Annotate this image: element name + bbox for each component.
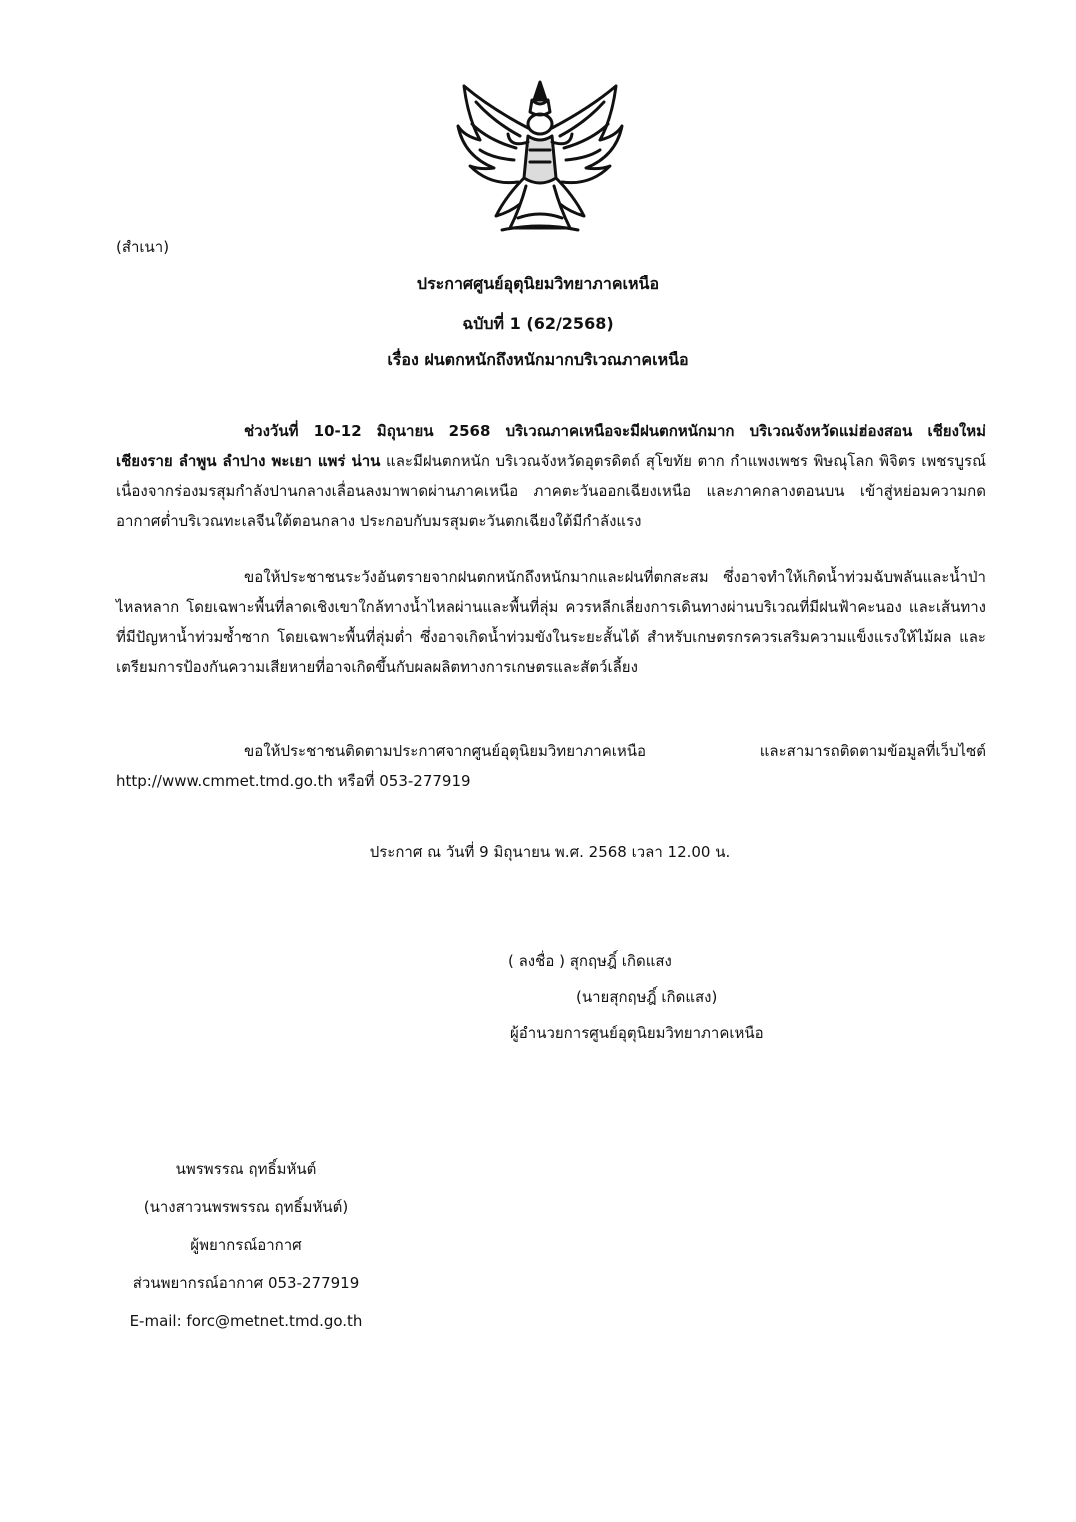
followup-text: ขอให้ประชาชนติดตามประกาศจากศูนย์อุตุนิยมวิทยาภาคเหนือ และสามารถติดตามข้อมูลที่เว็บไซต์ [244, 742, 986, 760]
forecast-highlight: ช่วงวันที่ 10-12 มิถุนายน 2568 บริเวณภาคเหนือจะมีฝนตกหนักมาก บริเวณจังหวัดแม่ฮ่องสอน เชียงใหม่ เชียงราย ลำพูน ลำปาง พะเยา แพร่ น่าน [116, 422, 986, 470]
signatory-position: ผู้อำนวยการศูนย์อุตุนิยมวิทยาภาคเหนือ [510, 1024, 764, 1042]
signature-line: ( ลงชื่อ ) สุกฤษฎิ์ เกิดแสง [508, 952, 672, 970]
announcement-subject: เรื่อง ฝนตกหนักถึงหนักมากบริเวณภาคเหนือ [387, 350, 689, 369]
announcement-title: ประกาศศูนย์อุตุนิยมวิทยาภาคเหนือ [416, 274, 660, 293]
forecaster-name: นพรพรรณ ฤทธิ์มหันต์ [175, 1160, 317, 1178]
garuda-emblem-icon [450, 78, 630, 238]
copy-mark: (สำเนา) [116, 238, 170, 256]
forecaster-department: ส่วนพยากรณ์อากาศ 053-277919 [132, 1274, 360, 1292]
forecaster-full-name: (นางสาวนพรพรรณ ฤทธิ์มหันต์) [143, 1198, 349, 1216]
website-link[interactable]: http://www.cmmet.tmd.go.th [116, 772, 333, 790]
announcement-date: ประกาศ ณ วันที่ 9 มิถุนายน พ.ศ. 2568 เวลา 12.00 น. [369, 843, 731, 861]
followup-phone: หรือที่ 053-277919 [332, 772, 471, 790]
paragraph-warning [116, 562, 986, 682]
forecaster-email[interactable]: E-mail: forc@metnet.tmd.go.th [129, 1312, 363, 1330]
forecast-detail: และมีฝนตกหนัก บริเวณจังหวัดอุตรดิตถ์ สุโขทัย ตาก กำแพงเพชร พิษณุโลก พิจิตร เพชรบูรณ์ เนื่องจากร่องมรสุมกำลังปานกลางเลื่อนลงมาพาดผ่านภาคเหนือ ภาคตะวันออกเฉียงเหนือ และภาคกลางตอนบน เข้าสู่หย่อมความกดอากาศต่ำบริเวณทะเลจีนใต้ตอนกลาง ประกอบกับมรสุมตะวันตกเฉียงใต้มีกำลังแรง [116, 452, 986, 530]
forecaster-role: ผู้พยากรณ์อากาศ [190, 1236, 302, 1254]
forecaster-block [116, 1150, 376, 1340]
warning-text: ขอให้ประชาชนระวังอันตรายจากฝนตกหนักถึงหนักมากและฝนที่ตกสะสม ซึ่งอาจทำให้เกิดน้ำท่วมฉับพลันและน้ำป่าไหลหลาก โดยเฉพาะพื้นที่ลาดเชิงเขาใกล้ทางน้ำไหลผ่านและพื้นที่ลุ่ม ควรหลีกเลี่ยงการเดินทางผ่านบริเวณที่มีฝนฟ้าคะนอง และเส้นทางที่มีปัญหาน้ำท่วมซ้ำซาก โดยเฉพาะพื้นที่ลุ่มต่ำ ซึ่งอาจเกิดน้ำท่วมขังในระยะสั้นได้ สำหรับเกษตรกรควรเสริมความแข็งแรงให้ไม้ผล และเตรียมการป้องกันความเสียหายที่อาจเกิดขึ้นกับผลผลิตทางการเกษตรและสัตว์เลี้ยง [116, 568, 986, 676]
signatory-name: (นายสุกฤษฎิ์ เกิดแสง) [576, 988, 718, 1006]
paragraph-followup [116, 736, 986, 796]
announcement-number: ฉบับที่ 1 (62/2568) [462, 314, 614, 333]
paragraph-forecast [116, 416, 986, 536]
